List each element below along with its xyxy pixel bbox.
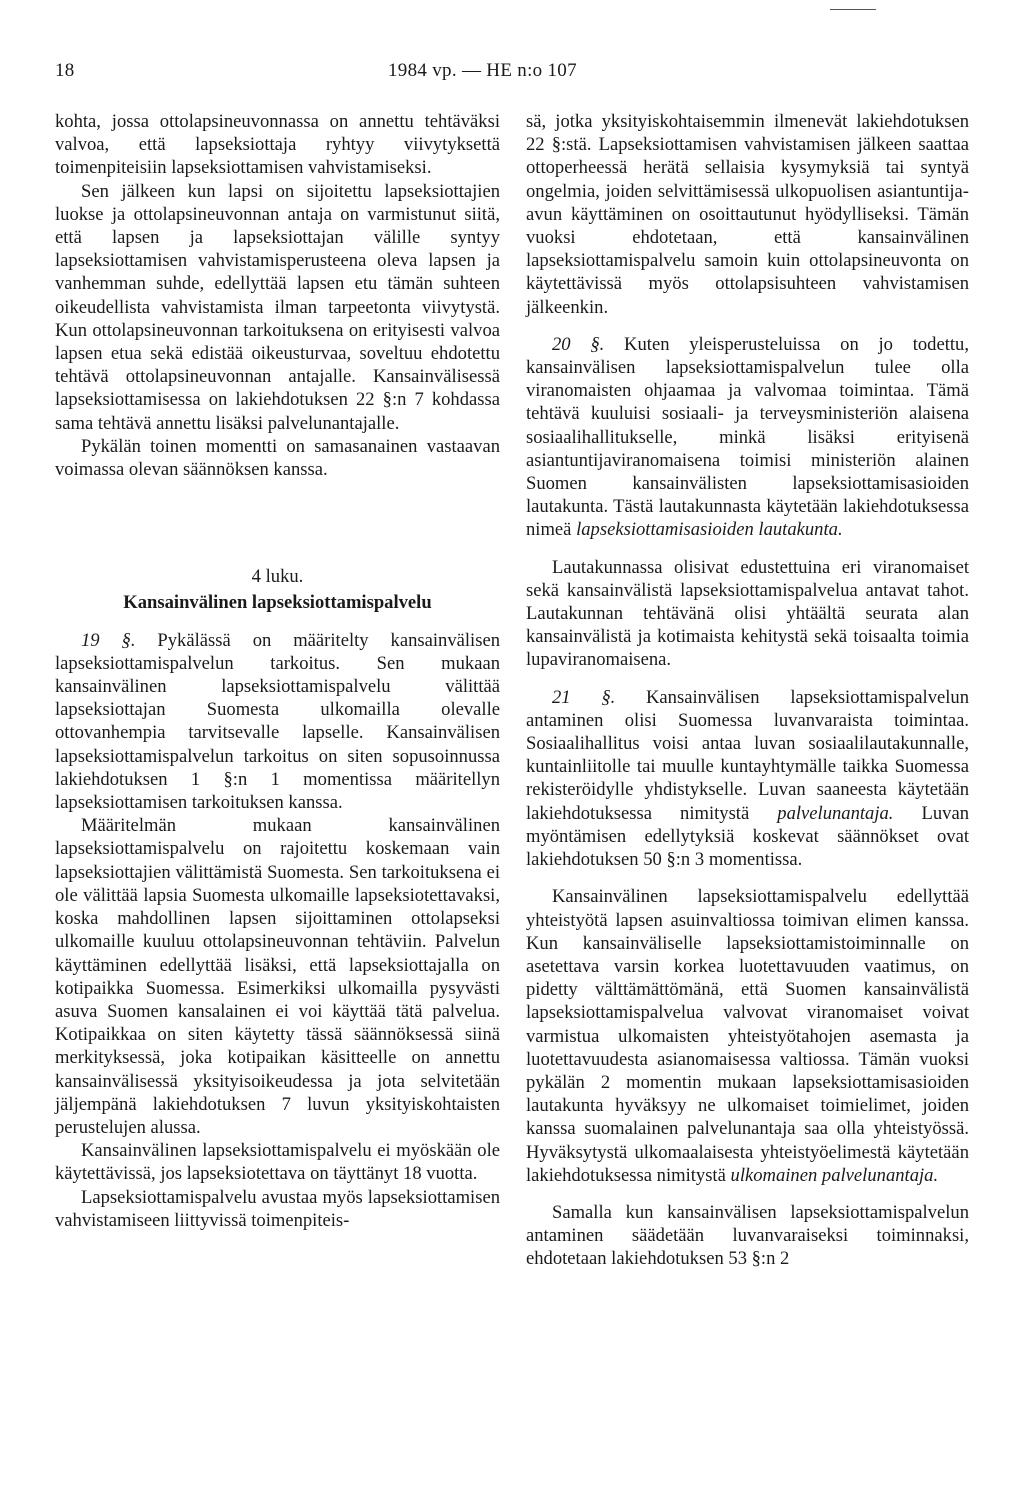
left-paragraph-3: Pykälän toinen momentti on samasanainen vastaavan voimassa olevan säännöksen kanssa. [55, 435, 500, 481]
right-paragraph-2 [526, 333, 969, 542]
right-paragraph-4 [526, 686, 969, 872]
left-paragraph-4 [55, 629, 500, 815]
term-ulkomainen-palvelunantaja: ulkomainen palvelunantaja. [730, 1164, 939, 1186]
page-number: 18 [55, 60, 75, 81]
right-paragraph-4-text: Kansainvälisen lapseksiottamispalvelun antaminen olisi Suomessa luvanvaraista toimintaa. Sosiaalihallitus voisi antaa luvan sosiaalilautakunnalle, kuntainliitolle tai muulle kuntayhtymälle taikka Suomessa rekisteröidylle yhdistykselle. Luvan saaneesta käytetään lakiehdotuksessa nimitystä [526, 686, 969, 824]
left-column [55, 110, 500, 1232]
right-paragraph-5 [526, 885, 969, 1187]
chapter-title: Kansainvälinen lapseksiottamispalvelu [123, 592, 432, 614]
left-paragraph-2: Sen jälkeen kun lapsi on sijoitettu lapseksiottajien luokse ja ottolapsineuvonnan antaja on varmistunut siitä, että lapsen ja lapseksiottajan välille syntyy lapseksiottamisen vahvistamisperusteena oleva lapsen ja vanhemman suhde, edellyttää lapsen etu tämän suhteen oikeudellista vahvistamista ilman tarpeetonta viivytystä. Kun ottolapsineuvonnan tarkoituksena on erityisesti valvoa lapsen etua sekä edistää oikeusturvaa, soveltuu ehdotettu tehtävä ottolapsineuvonnan antajalle. Kansainvälisessä lapseksiottamisessa on lakiehdotuksen 22 §:n 7 kohdassa sama tehtävä annettu lisäksi palvelunantajalle. [55, 180, 500, 434]
right-paragraph-3: Lautakunnassa olisivat edustettuina eri viranomaiset sekä kansainvälistä lapseksiottamispalvelua antavat tahot. Lautakunnan tehtävänä olisi yhtäältä seurata alan kansainvälistä ja kotimaista kehitystä sekä toisaalta toimia lupaviranomaisena. [526, 556, 969, 671]
chapter-number: 4 luku. [251, 566, 304, 588]
running-title: 1984 vp. — HE n:o 107 [388, 60, 577, 81]
left-paragraph-4-text: Pykälässä on määritelty kansainvälisen lapseksiottamispalvelun tarkoitus. Sen mukaan kansainvälinen lapseksiottamispalvelu välittää lapseksiottajan Suomesta ulkomailla olevalle ottovanhempia tarvitsevalle lapselle. Kansainvälisen lapseksiottamispalvelun tarkoitus on siten sopusoinnussa lakiehdotuksen 1 §:n 1 momentissa määritellyn lapseksiottamisen tarkoituksen kanssa. [55, 629, 500, 814]
term-lautakunta: lapseksiottamisasioiden lautakunta. [576, 519, 843, 541]
right-paragraph-2-text: Kuten yleisperusteluissa on jo todettu, kansainvälisen lapseksiottamispalvelun tulee olla viranomaisten ohjaamaa ja valvomaa toimintaa. Tämä tehtävä kuuluisi sosiaali- ja terveysministeriön alaisena sosiaalihallitukselle, minkä lisäksi erityisenä asiantuntijaviranomaisena toimisi ministeriön alainen Suomen kansainvälisten lapseksiottamisasioiden lautakunta. Tästä lautakunnasta käytetään lakiehdotuksessa nimeä [526, 333, 969, 541]
section-ref-20: 20 §. [552, 333, 605, 355]
right-column [526, 110, 969, 1271]
right-paragraph-4-tail: Luvan myöntämisen edellytyksiä koskevat säännökset ovat lakiehdotuksen 50 §:n 3 momentissa. [526, 802, 970, 871]
left-paragraph-5: Määritelmän mukaan kansainvälinen lapseksiottamispalvelu on rajoitettu koskemaan vain lapseksiottajien välittämistä Suomesta. Sen tarkoituksena ei ole välittää lapsia Suomesta ulkomaille lapseksiotettavaksi, koska mahdollinen lapsen sijoittaminen ottolapseksi ulkomaille kuuluu ottolapsineuvonnan tehtäviin. Palvelun käyttäminen edellyttää lisäksi, että lapseksiottajalla on kotipaikka Suomessa. Esimerkiksi ulkomailla pysyvästi asuva Suomen kansalainen ei voi käyttää tätä palvelua. Kotipaikkaa on siten käytetty tässä säännöksessä siinä merkityksessä, joka kotipaikan käsitteelle on annettu kansainvälisessä yksityisoikeudessa ja jota selvitetään jäljempänä lakiehdotuksen 7 luvun yksityiskohtaisten perustelujen alussa. [55, 815, 500, 1138]
left-paragraph-7: Lapseksiottamispalvelu avustaa myös lapseksiottamisen vahvistamiseen liittyvissä toimenpiteis- [55, 1186, 500, 1231]
left-paragraph-1: kohta, jossa ottolapsineuvonnassa on annettu tehtäväksi valvoa, että lapseksiottaja ryhtyy viivytyksettä toimenpiteisiin lapseksiottamisen vahvistamiseksi. [55, 111, 500, 179]
section-ref-21: 21 §. [552, 686, 616, 708]
section-ref-19: 19 §. [81, 629, 136, 651]
term-palvelunantaja: palvelunantaja. [777, 802, 894, 824]
top-rule [830, 9, 876, 10]
right-paragraph-1: sä, jotka yksityiskohtaisemmin ilmenevät lakiehdotuksen 22 §:stä. Lapseksiottamisen vahvistamisen jälkeen saattaa ottoperheessä herätä sellaisia kysymyksiä tai syntyä ongelmia, joiden selvittämisessä ulkopuolisen asiantuntija-avun käyttäminen on osoittautunut hyödylliseksi. Tämän vuoksi ehdotetaan, että kansainvälinen lapseksiottamispalvelu samoin kuin ottolapsineuvonta on käytettävissä myös ottolapsisuhteen vahvistamisen jälkeenkin. [526, 111, 969, 318]
right-paragraph-6: Samalla kun kansainvälisen lapseksiottamispalvelun antaminen säädetään luvanvaraiseksi toiminnaksi, ehdotetaan lakiehdotuksen 53 §:n 2 [526, 1201, 969, 1270]
left-paragraph-6: Kansainvälinen lapseksiottamispalvelu ei myöskään ole käytettävissä, jos lapseksiotettava on täyttänyt 18 vuotta. [55, 1140, 500, 1185]
right-paragraph-5-text: Kansainvälinen lapseksiottamispalvelu edellyttää yhteistyötä lapsen asuinvaltiossa toimivan elimen kanssa. Kun kansainväliselle lapseksiottamistoiminnalle on asetettava varsin korkea luotettavuuden vaatimus, on pidetty välttämättömänä, että Suomen kansainvälistä lapseksiottamispalvelua valvovat viranomaiset voivat varmistua ulkomaisten yhteistyötahojen asemasta ja luotettavuudesta asianomaisessa valtiossa. Tämän vuoksi pykälän 2 momentin mukaan lapseksiottamisasioiden lautakunta hyväksyy ne ulkomaiset toimielimet, joiden kanssa suomalainen palvelunantaja saa olla yhteistyössä. Hyväksytystä ulkomaalaisesta yhteistyöelimestä käytetään lakiehdotuksessa nimitystä [526, 886, 969, 1186]
